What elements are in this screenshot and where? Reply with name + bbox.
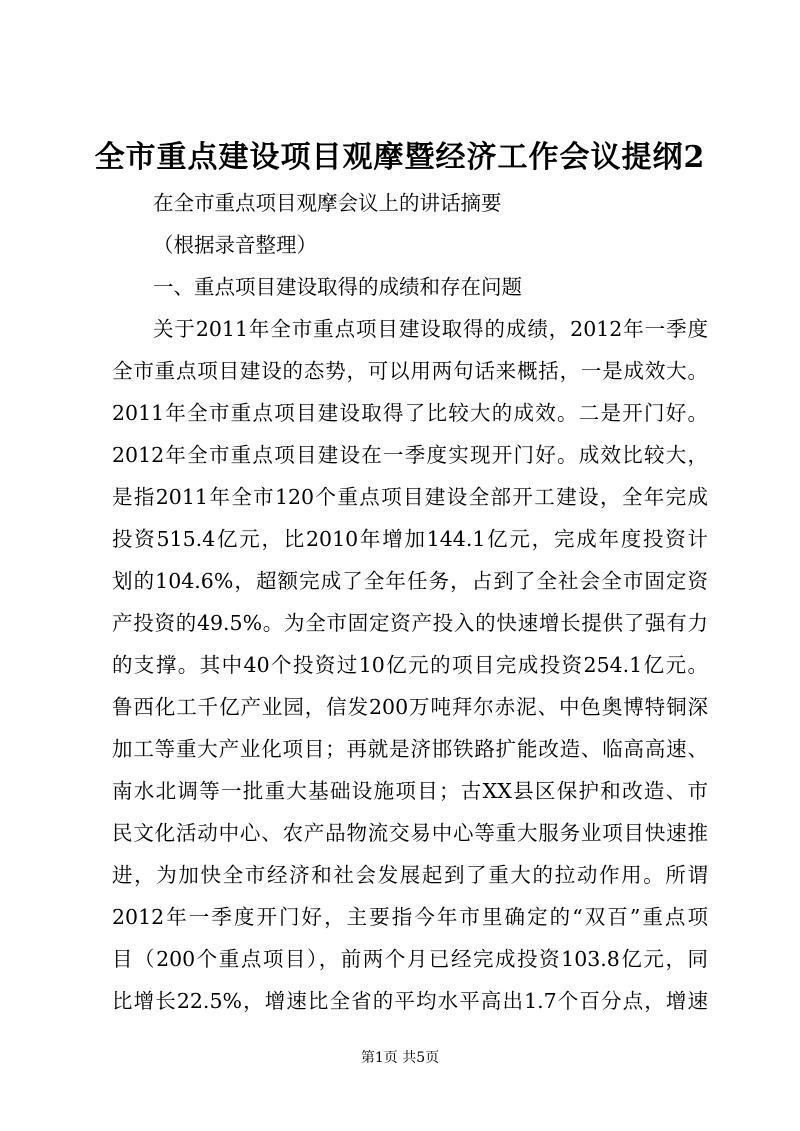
body-line: 南水北调等一批重大基础设施项目；古XX县区保护和改造、市 [112,779,708,803]
body-line: 的支撑。其中40个投资过10亿元的项目完成投资254.1亿元。 [112,653,708,677]
body-line: 民文化活动中心、农产品物流交易中心等重大服务业项目快速推 [112,821,708,845]
body-line: 2011年全市重点项目建设取得了比较大的成效。二是开门好。 [112,401,708,425]
body-line: 2012年全市重点项目建设在一季度实现开门好。成效比较大， [112,443,708,467]
body-line: 关于2011年全市重点项目建设取得的成绩，2012年一季度 [153,317,708,341]
body-line: 比增长22.5%，增速比全省的平均水平高出1.7个百分点，增速 [112,989,708,1013]
body-line: 划的104.6%，超额完成了全年任务，占到了全社会全市固定资 [112,569,708,593]
body-line: 2012年一季度开门好，主要指今年市里确定的“双百”重点项 [112,905,708,929]
body-line: 全市重点项目建设的态势，可以用两句话来概括，一是成效大。 [112,359,708,383]
body-line: 进，为加快全市经济和社会发展起到了重大的拉动作用。所谓 [112,863,708,887]
body-line: 投资515.4亿元，比2010年增加144.1亿元，完成年度投资计 [112,527,708,551]
body-line: 产投资的49.5%。为全市固定资产投入的快速增长提供了强有力 [112,611,708,635]
subtitle: 在全市重点项目观摩会议上的讲话摘要 [153,191,502,215]
body-line: 目（200个重点项目），前两个月已经完成投资103.8亿元，同 [112,947,708,971]
body-line: 鲁西化工千亿产业园，信发200万吨拜尔赤泥、中色奥博特铜深 [112,695,708,719]
document-title: 全市重点建设项目观摩暨经济工作会议提纲2 [94,140,706,175]
body-line: 是指2011年全市120个重点项目建设全部开工建设，全年完成 [112,485,708,509]
recording-note: （根据录音整理） [153,233,317,257]
section-heading: 一、重点项目建设取得的成绩和存在问题 [153,275,522,299]
body-line: 加工等重大产业化项目；再就是济邯铁路扩能改造、临高高速、 [112,737,708,761]
page-indicator: 第1页 共5页 [360,1050,440,1066]
